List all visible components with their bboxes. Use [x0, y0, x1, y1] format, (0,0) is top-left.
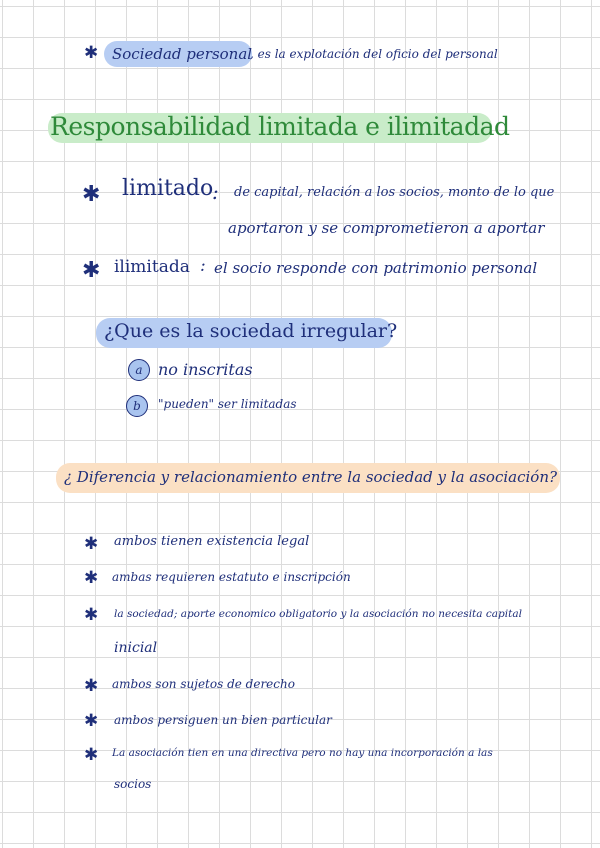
highlighted-term: Sociedad personal — [112, 45, 253, 63]
term-ilimitada: ilimitada — [114, 257, 190, 277]
list-item-continuation: socios — [114, 777, 152, 791]
term-limitado: limitado — [122, 176, 214, 201]
limitado-definition-line2: aportaron y se comprometieron a aportar — [228, 219, 545, 237]
list-item: ambos tienen existencia legal — [114, 534, 310, 549]
answer-marker-a: a — [128, 359, 150, 381]
colon: : — [212, 180, 219, 204]
bullet-icon: ✱ — [84, 605, 99, 625]
list-item: ambas requieren estatuto e inscripción — [112, 570, 351, 584]
bullet-icon: ✱ — [84, 534, 99, 554]
bullet-icon: ✱ — [84, 43, 99, 63]
answer-text: no inscritas — [158, 360, 253, 379]
bullet-icon: ✱ — [82, 258, 101, 283]
section-heading: Responsabilidad limitada e ilimitadad — [50, 112, 510, 141]
bullet-icon: ✱ — [84, 568, 99, 588]
answer-marker-b: b — [126, 395, 148, 417]
ilimitada-definition: el socio responde con patrimonio personal — [214, 259, 538, 277]
bullet-icon: ✱ — [84, 711, 99, 731]
definition-text: , es la explotación del oficio del personal — [250, 47, 498, 61]
bullet-icon: ✱ — [82, 182, 101, 207]
list-item: la sociedad; aporte economico obligatorio y la asociación no necesita capital — [114, 608, 522, 620]
question-heading: ¿ Diferencia y relacionamiento entre la sociedad y la asociación? — [64, 468, 558, 486]
limitado-definition-line1: de capital, relación a los socios, monto de lo que — [234, 185, 555, 200]
colon: : — [200, 256, 206, 276]
list-item: ambos persiguen un bien particular — [114, 713, 332, 727]
list-item: ambos son sujetos de derecho — [112, 677, 295, 691]
bullet-icon: ✱ — [84, 676, 99, 696]
answer-text: "pueden" ser limitadas — [158, 397, 297, 411]
question-heading: ¿Que es la sociedad irregular? — [104, 320, 398, 342]
bullet-icon: ✱ — [84, 745, 99, 765]
list-item: La asociación tien en una directiva pero no hay una incorporación a las — [112, 747, 493, 759]
list-item-continuation: inicial — [114, 640, 158, 656]
